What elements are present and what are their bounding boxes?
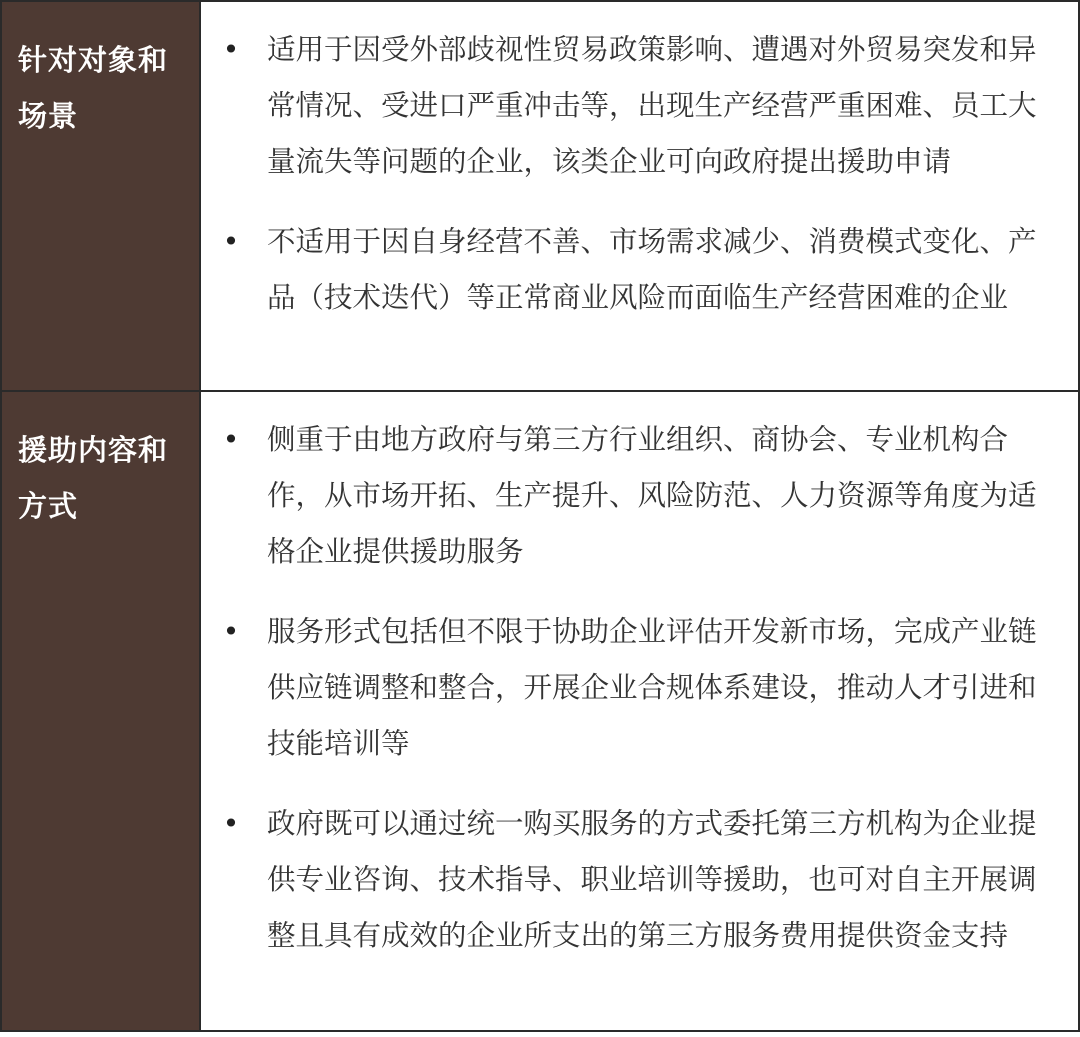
table-row-target <box>1 1 1079 391</box>
bullet-icon: • <box>222 807 240 840</box>
row-content-cell <box>200 1 1079 391</box>
list-item-text: 侧重于由地方政府与第三方行业组织、商协会、专业机构合作，从市场开拓、生产提升、风险防范、人力资源等角度为适格企业提供援助服务 <box>267 423 1037 568</box>
list-item <box>201 412 1060 580</box>
bullet-icon: • <box>222 615 240 648</box>
list-item-text: 不适用于因自身经营不善、市场需求减少、消费模式变化、产品（技术迭代）等正常商业风险而面临生产经营困难的企业 <box>267 225 1037 314</box>
bullet-list <box>201 392 1078 978</box>
row-label: 针对对象和场景 <box>18 43 169 133</box>
bullet-icon: • <box>222 33 240 66</box>
row-label: 援助内容和方式 <box>18 433 169 523</box>
bullet-icon: • <box>222 423 240 456</box>
list-item <box>201 22 1060 190</box>
list-item-text: 政府既可以通过统一购买服务的方式委托第三方机构为企业提供专业咨询、技术指导、职业培训等援助，也可对自主开展调整且具有成效的企业所支出的第三方服务费用提供资金支持 <box>267 807 1037 952</box>
list-item-text: 适用于因受外部歧视性贸易政策影响、遭遇对外贸易突发和异常情况、受进口严重冲击等，出现生产经营严重困难、员工大量流失等问题的企业，该类企业可向政府提出援助申请 <box>267 33 1037 178</box>
list-item <box>201 604 1060 772</box>
list-item <box>201 796 1060 964</box>
table-row-assistance <box>1 391 1079 1031</box>
row-content-cell <box>200 391 1079 1031</box>
row-label-cell <box>1 391 200 1031</box>
row-label-cell <box>1 1 200 391</box>
list-item <box>201 214 1060 326</box>
bullet-icon: • <box>222 225 240 258</box>
list-item-text: 服务形式包括但不限于协助企业评估开发新市场，完成产业链供应链调整和整合，开展企业合规体系建设，推动人才引进和技能培训等 <box>267 615 1037 760</box>
bullet-list <box>201 2 1078 340</box>
